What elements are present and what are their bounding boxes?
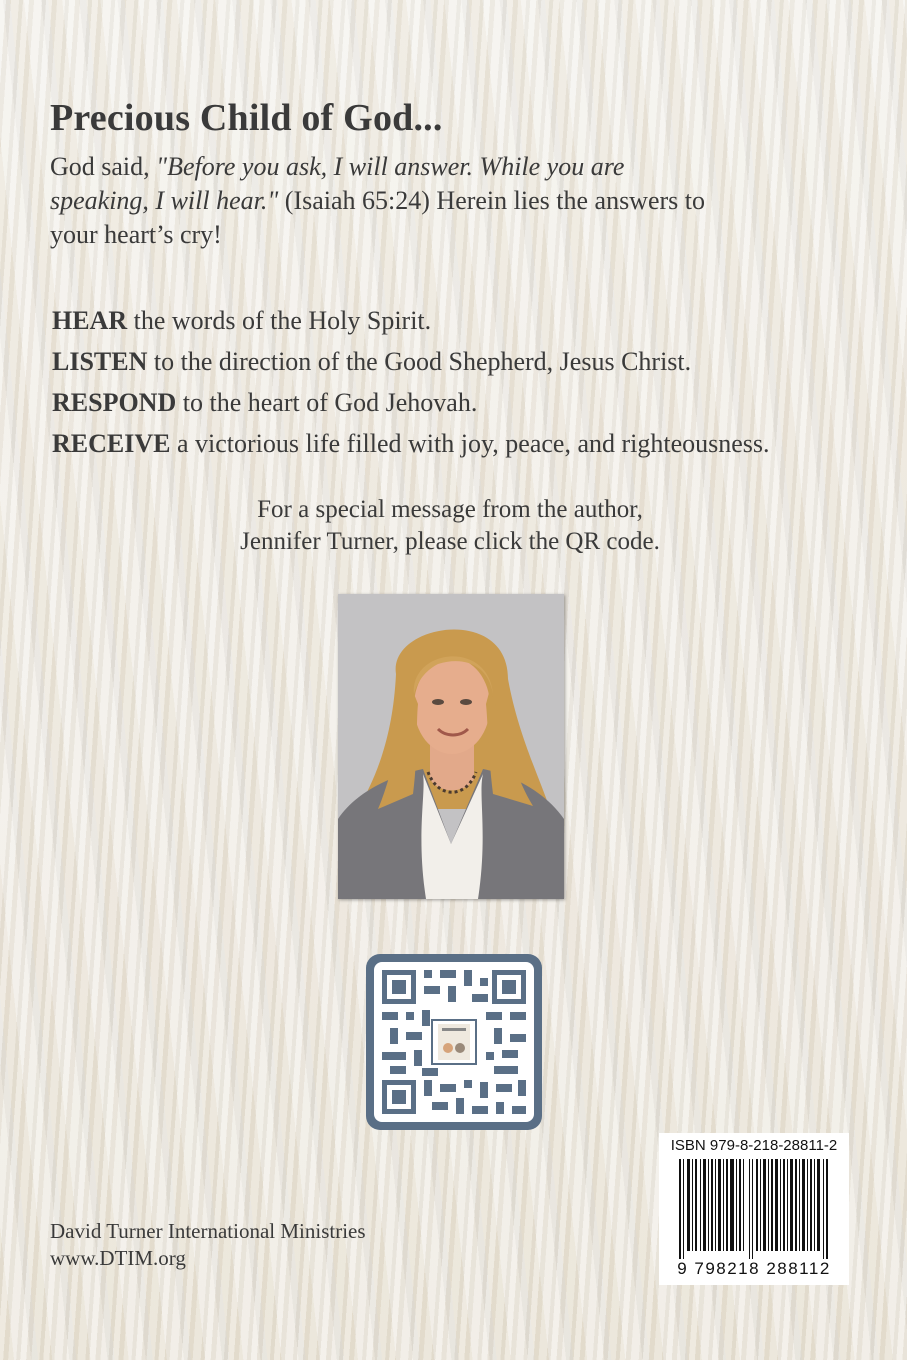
- intro-paragraph: [50, 150, 710, 252]
- author-message: [150, 494, 750, 558]
- point-keyword: RECEIVE: [52, 429, 171, 458]
- point-text: a victorious life filled with joy, peace, and righteousness.: [170, 429, 770, 458]
- point-listen: [52, 341, 770, 382]
- qr-code-icon[interactable]: [374, 962, 534, 1122]
- author-photo: [338, 594, 564, 899]
- point-receive: [52, 423, 770, 464]
- barcode-icon: [679, 1159, 829, 1259]
- publisher-footer: [50, 1218, 366, 1272]
- point-text: to the direction of the Good Shepherd, Jesus Christ.: [147, 347, 692, 376]
- qr-code[interactable]: [366, 954, 542, 1130]
- publisher-website[interactable]: www.DTIM.org: [50, 1246, 186, 1270]
- intro-lead: God said,: [50, 152, 157, 181]
- point-hear: [52, 300, 770, 341]
- point-text: the words of the Holy Spirit.: [127, 306, 432, 335]
- point-keyword: RESPOND: [52, 388, 177, 417]
- point-keyword: HEAR: [52, 306, 128, 335]
- page-title: Precious Child of God...: [50, 97, 443, 139]
- isbn-digits: 9 798218 288112: [677, 1259, 831, 1278]
- point-text: to the heart of God Jehovah.: [176, 388, 478, 417]
- point-respond: [52, 382, 770, 423]
- intro-rest: (Isaiah 65:24) Herein lies the answers to your heart’s cry!: [50, 186, 705, 249]
- isbn-barcode: [659, 1133, 849, 1285]
- isbn-label: ISBN 979-8-218-28811-2: [670, 1137, 838, 1154]
- point-keyword: LISTEN: [52, 347, 148, 376]
- author-message-line2: Jennifer Turner, please click the QR code.: [240, 528, 660, 555]
- author-portrait-illustration: [338, 594, 564, 899]
- key-points-list: [52, 300, 770, 464]
- publisher-name: David Turner International Ministries: [50, 1219, 366, 1243]
- author-message-line1: For a special message from the author,: [257, 496, 643, 523]
- scripture-quote: "Before you ask, I will answer. While you are speaking, I will hear.": [50, 152, 625, 215]
